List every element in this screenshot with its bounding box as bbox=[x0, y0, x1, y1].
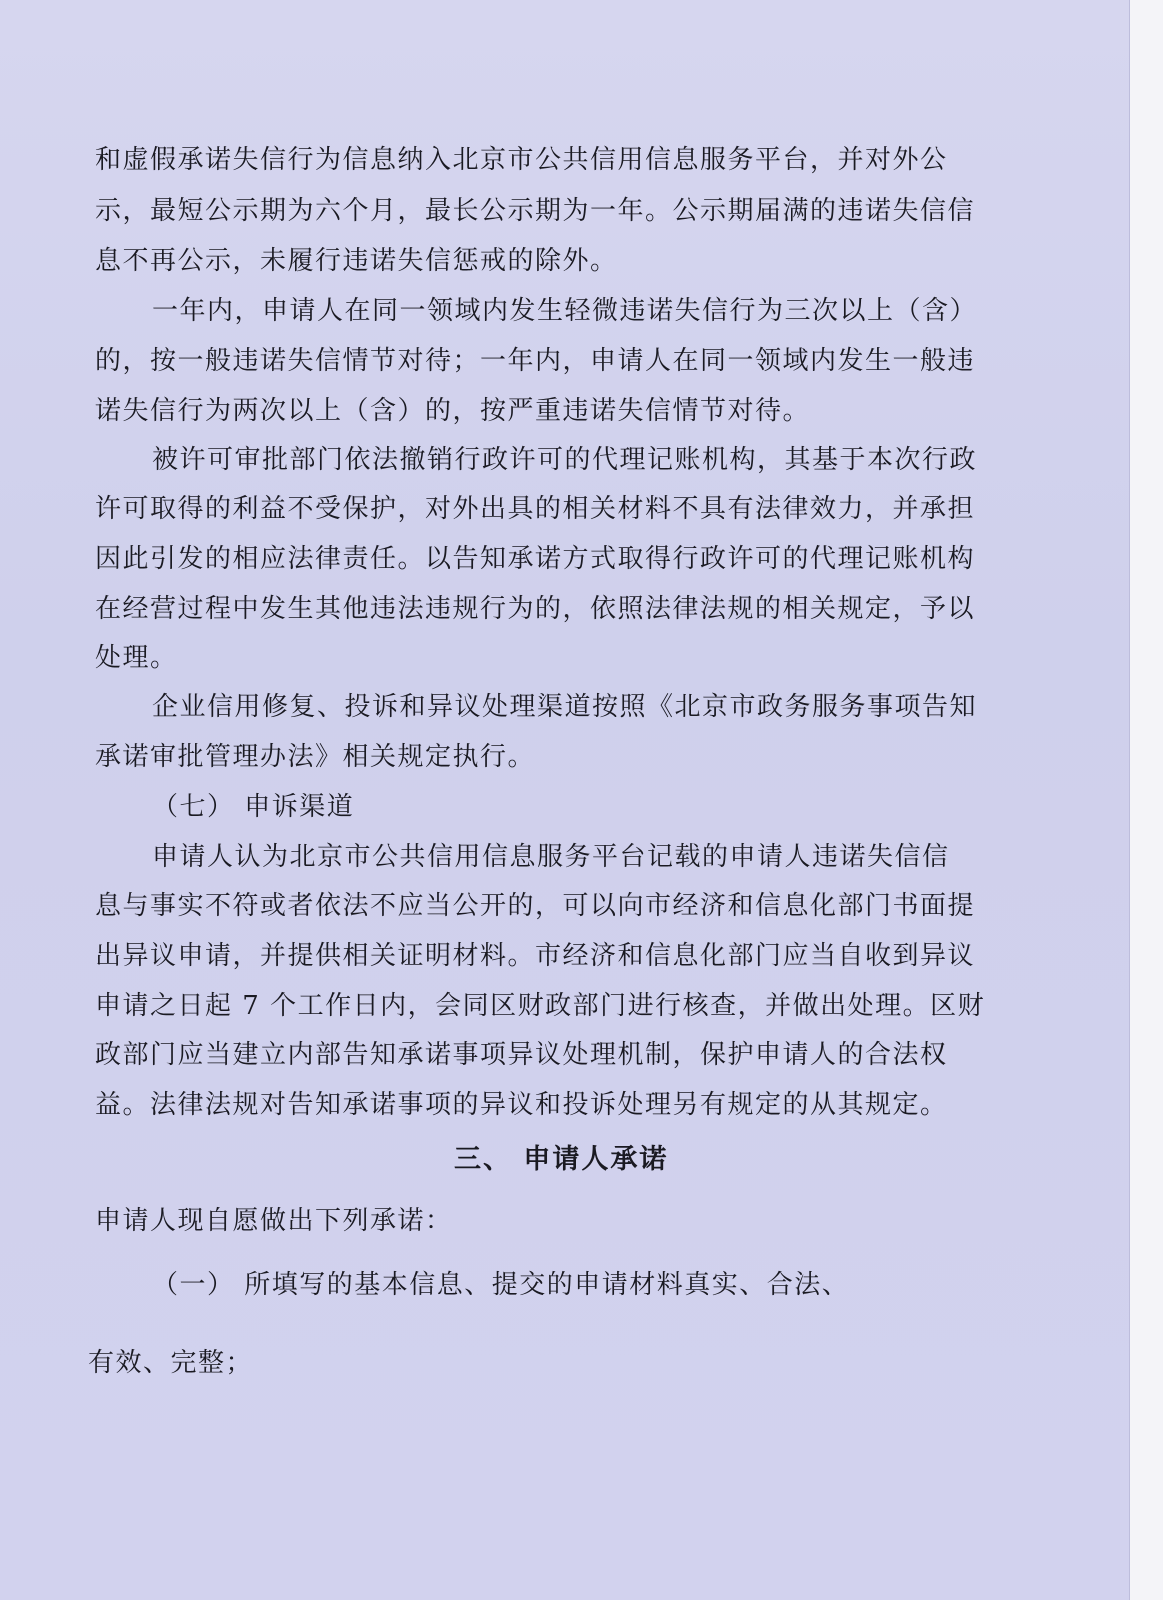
text-line: 有效、完整； bbox=[88, 1348, 254, 1378]
text-line: 申请之日起 7 个工作日内，会同区财政部门进行核查，并做出处理。区财 bbox=[95, 991, 986, 1021]
text-line: 和虚假承诺失信行为信息纳入北京市公共信用信息服务平台，并对外公 bbox=[95, 145, 948, 175]
text-line: 企业信用修复、投诉和异议处理渠道按照《北京市政务服务事项告知 bbox=[152, 692, 978, 722]
text-line: 一年内，申请人在同一领域内发生轻微违诺失信行为三次以上（含） bbox=[152, 296, 978, 326]
text-line: 示，最短公示期为六个月，最长公示期为一年。公示期届满的违诺失信信 bbox=[95, 196, 976, 226]
text-line: 息与事实不符或者依法不应当公开的，可以向市经济和信息化部门书面提 bbox=[95, 891, 976, 921]
text-line: 许可取得的利益不受保护，对外出具的相关材料不具有法律效力，并承担 bbox=[95, 494, 976, 524]
subsection-heading: （七） 申诉渠道 bbox=[152, 792, 355, 822]
page-edge bbox=[1130, 0, 1163, 1600]
text-line: 政部门应当建立内部告知承诺事项异议处理机制，保护申请人的合法权 bbox=[95, 1040, 948, 1070]
text-line: 申请人现自愿做出下列承诺： bbox=[95, 1206, 453, 1236]
text-line: 因此引发的相应法律责任。以告知承诺方式取得行政许可的代理记账机构 bbox=[95, 544, 976, 574]
text-line: 在经营过程中发生其他违法违规行为的，依照法律法规的相关规定，予以 bbox=[95, 594, 976, 624]
section-heading: 三、 申请人承诺 bbox=[454, 1144, 669, 1175]
text-line: 申请人认为北京市公共信用信息服务平台记载的申请人违诺失信信 bbox=[152, 842, 950, 872]
text-line: 息不再公示，未履行违诺失信惩戒的除外。 bbox=[95, 246, 618, 276]
text-line: 诺失信行为两次以上（含）的，按严重违诺失信情节对待。 bbox=[95, 396, 811, 426]
text-line: 的，按一般违诺失信情节对待；一年内，申请人在同一领域内发生一般违 bbox=[95, 346, 976, 376]
text-line: （一） 所填写的基本信息、提交的申请材料真实、合法、 bbox=[152, 1270, 850, 1300]
text-line: 出异议申请，并提供相关证明材料。市经济和信息化部门应当自收到异议 bbox=[95, 941, 976, 971]
text-line: 承诺审批管理办法》相关规定执行。 bbox=[95, 742, 536, 772]
text-line: 被许可审批部门依法撤销行政许可的代理记账机构，其基于本次行政 bbox=[152, 445, 978, 475]
text-line: 处理。 bbox=[95, 643, 178, 673]
text-line: 益。法律法规对告知承诺事项的异议和投诉处理另有规定的从其规定。 bbox=[95, 1090, 948, 1120]
